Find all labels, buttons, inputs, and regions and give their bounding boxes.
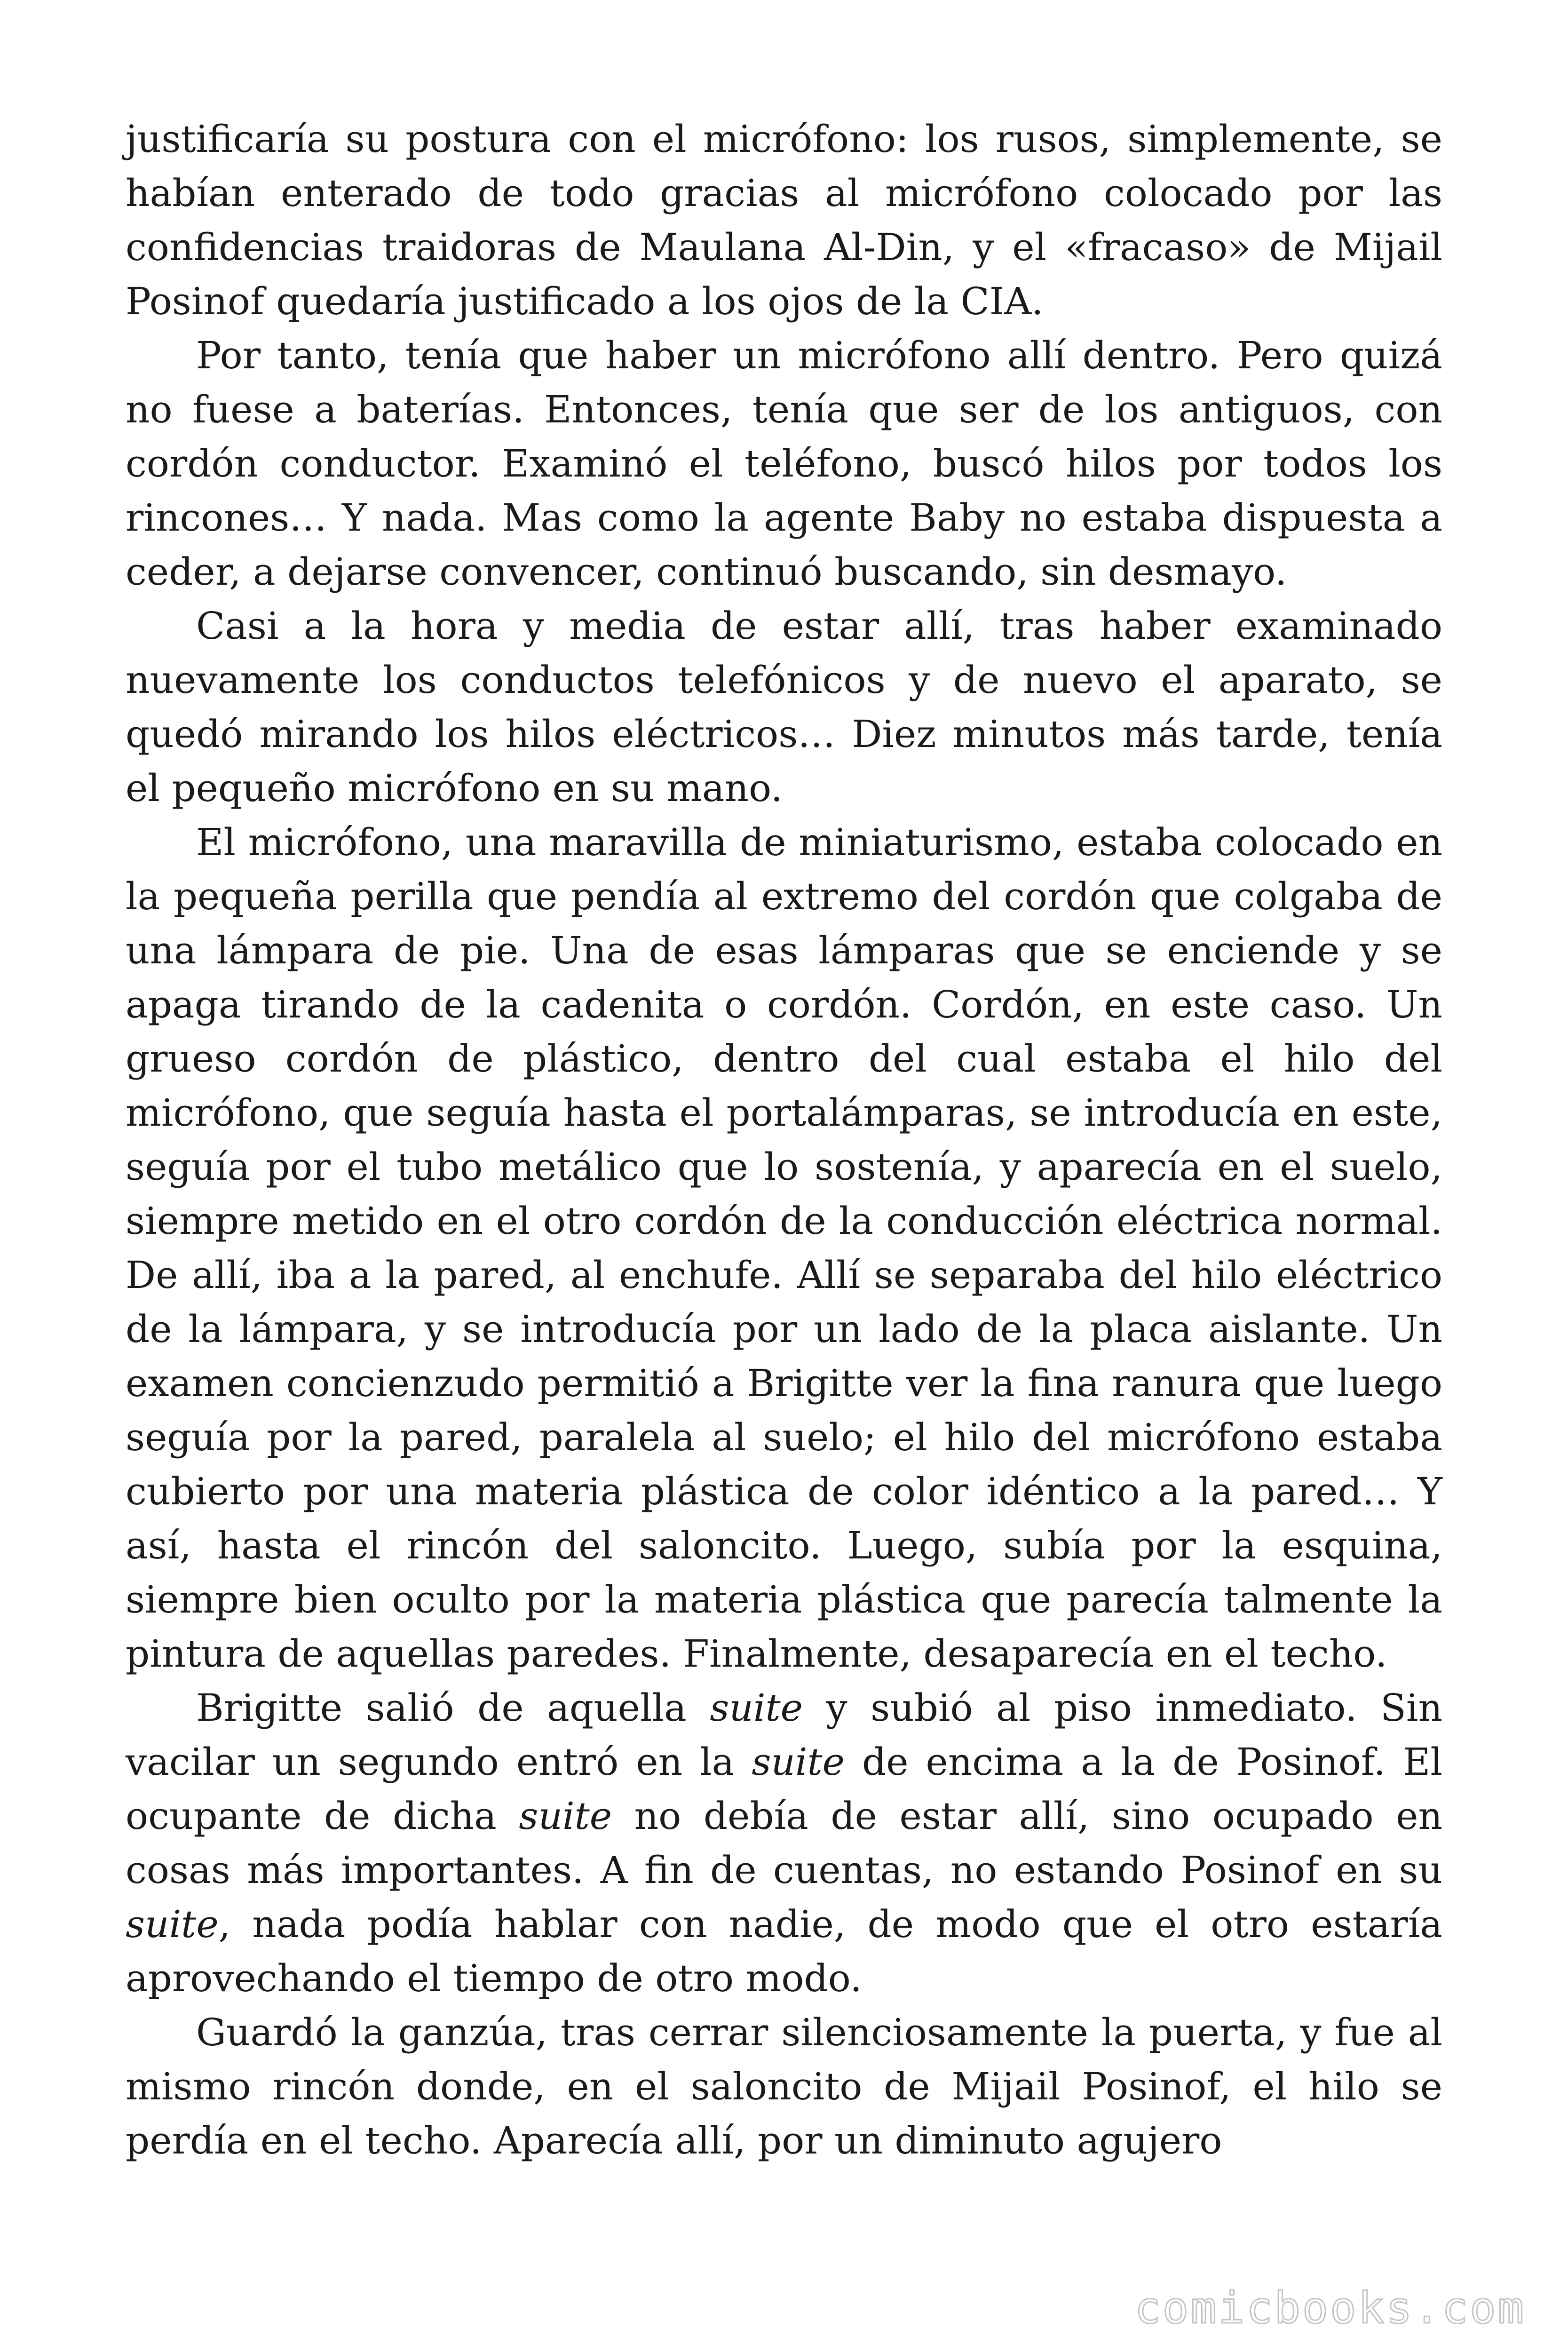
text-run: justificaría su postura con el micrófono: los rusos, simplemente, se habían enterado de todo gracias al micrófono colocado por las confidencias traidoras de Maulana Al-Din, y el «fracaso» de Mijail Posinof quedaría justificado a los ojos de la CIA. xyxy=(126,117,1442,323)
text-run: Por tanto, tenía que haber un micrófono allí dentro. Pero quizá no fuese a baterías. Entonces, tenía que ser de los antiguos, con cordón conductor. Examinó el teléfono, buscó hilos por todos los rincones… Y nada. Mas como la agente Baby no estaba dispuesta a ceder, a dejarse convencer, continuó buscando, sin desmayo. xyxy=(126,334,1442,594)
text-run: Casi a la hora y media de estar allí, tras haber examinado nuevamente los conductos telefónicos y de nuevo el aparato, se quedó mirando los hilos eléctricos… Diez minutos más tarde, tenía el pequeño micrófono en su mano. xyxy=(126,604,1442,810)
italic-word: suite xyxy=(752,1740,845,1784)
text-run: , nada podía hablar con nadie, de modo que el otro estaría aprovechando el tiempo de otro modo. xyxy=(126,1902,1442,2000)
italic-word: suite xyxy=(710,1686,803,1730)
text-run: y subió al piso inmediato. Sin vacilar un segundo entró en la xyxy=(126,1686,1442,1784)
text-run: no debía de estar allí, sino ocupado en cosas más importantes. A fin de cuentas, no estando Posinof en su xyxy=(126,1794,1442,1892)
text-run: El micrófono, una maravilla de miniaturismo, estaba colocado en la pequeña perilla que pendía al extremo del cordón que colgaba de una lámpara de pie. Una de esas lámparas que se enciende y se apaga tirando de la cadenita o cordón. Cordón, en este caso. Un grueso cordón de plástico, dentro del cual estaba el hilo del micrófono, que seguía hasta el portalámparas, se introducía en este, seguía por el tubo metálico que lo sostenía, y aparecía en el suelo, siempre metido en el otro cordón de la conducción eléctrica normal. De allí, iba a la pared, al enchufe. Allí se separaba del hilo eléctrico de la lámpara, y se introducía por un lado de la placa aislante. Un examen concienzudo permitió a Brigitte ver la fina ranura que luego seguía por la pared, paralela al suelo; el hilo del micrófono estaba cubierto por una materia plástica de color idéntico a la pared… Y así, hasta el rincón del saloncito. Luego, subía por la esquina, siempre bien oculto por la materia plástica que parecía talmente la pintura de aquellas paredes. Finalmente, desaparecía en el techo. xyxy=(126,820,1442,1676)
text-run: Guardó la ganzúa, tras cerrar silenciosamente la puerta, y fue al mismo rincón donde, en el saloncito de Mijail Posinof, el hilo se perdía en el techo. Aparecía allí, por un diminuto agujero xyxy=(126,2010,1442,2162)
body-text xyxy=(126,112,1442,2168)
paragraph xyxy=(126,2005,1442,2168)
paragraph xyxy=(126,815,1442,1681)
text-run: de encima a la de Posinof. El ocupante de dicha xyxy=(126,1740,1443,1838)
italic-word: suite xyxy=(519,1794,612,1838)
italic-word: suite xyxy=(126,1902,219,1946)
paragraph xyxy=(126,1681,1442,2005)
text-run: Brigitte salió de aquella xyxy=(196,1686,710,1730)
paragraph xyxy=(126,599,1442,815)
watermark: comicbooks.com xyxy=(1134,2283,1526,2333)
paragraph xyxy=(126,112,1442,328)
paragraph xyxy=(126,328,1442,599)
